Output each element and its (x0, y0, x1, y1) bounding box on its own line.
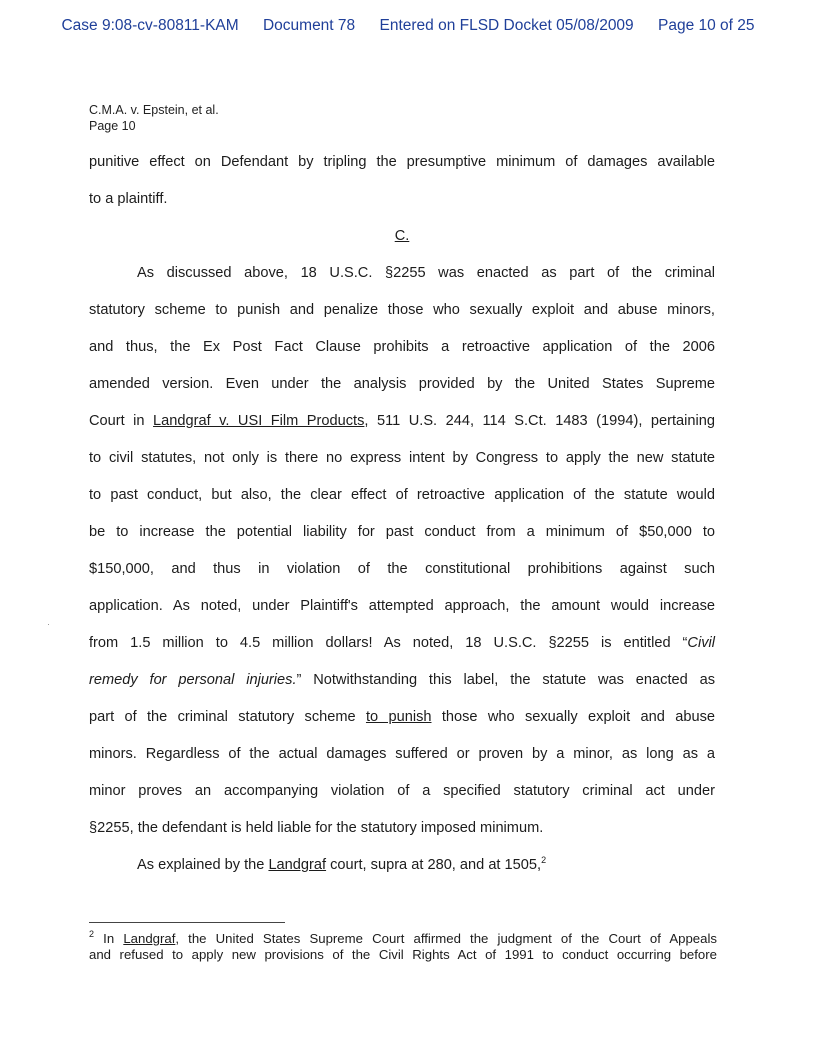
text-run: , 511 U.S. 244, 114 S.Ct. 1483 (1994), pertaining (364, 413, 715, 429)
footnote (89, 931, 717, 963)
body-line: minor proves an accompanying violation of a specified statutory criminal act under (89, 783, 715, 799)
text-run: Court in (89, 413, 154, 429)
text-run: from 1.5 million to 4.5 million dollars! As noted, 18 U.S.C. §2255 is entitled “ (89, 635, 688, 651)
emphasis: to punish (365, 709, 432, 725)
body-line: to civil statutes, not only is there no express intent by Congress to apply the new statute (89, 450, 715, 466)
page-number: Page 10 of 25 (658, 17, 755, 34)
body-line (89, 625, 715, 662)
body-line: As discussed above, 18 U.S.C. §2255 was enacted as part of the criminal (137, 265, 715, 281)
footnote-marker: 2 (89, 929, 95, 939)
caption-page: Page 10 (89, 119, 136, 133)
docket-entry: Entered on FLSD Docket 05/08/2009 (379, 17, 634, 34)
case-number: Case 9:08-cv-80811-KAM (61, 17, 239, 34)
body-line: to past conduct, but also, the clear effect of retroactive application of the statute would (89, 487, 715, 503)
text-run: part of the criminal statutory scheme (89, 709, 366, 725)
body-line: $150,000, and thus in violation of the constitutional prohibitions against such (89, 561, 715, 577)
body-line: minors. Regardless of the actual damages suffered or proven by a minor, as long as a (89, 746, 715, 762)
text-run: As explained by the (137, 857, 269, 873)
section-heading (89, 218, 715, 255)
body-line (89, 662, 715, 699)
body-line: application. As noted, under Plaintiff's attempted approach, the amount would increase (89, 598, 715, 614)
body-line: to a plaintiff. (89, 191, 168, 207)
body-line: §2255, the defendant is held liable for the statutory imposed minimum. (89, 820, 544, 836)
body-line (89, 847, 715, 884)
section-heading-text: C. (394, 228, 410, 244)
text-run: those who sexually exploit and abuse (431, 709, 715, 725)
body-line: statutory scheme to punish and penalize those who sexually exploit and abuse minors, (89, 302, 715, 318)
case-citation: Landgraf (123, 931, 176, 946)
footnote-separator (89, 922, 285, 923)
body-line: amended version. Even under the analysis provided by the United States Supreme (89, 376, 715, 392)
document-number: Document 78 (262, 17, 356, 34)
caption-title: C.M.A. v. Epstein, et al. (89, 103, 219, 117)
body-line (89, 403, 715, 440)
text-run: , the United States Supreme Court affirmed the judgment of the Court of Appeals (175, 931, 717, 946)
statute-title: Civil (687, 635, 715, 651)
statute-title: remedy for personal injuries. (89, 672, 297, 688)
text-run: In (94, 931, 124, 946)
case-citation: Landgraf (268, 857, 327, 873)
body-line: be to increase the potential liability for past conduct from a minimum of $50,000 to (89, 524, 715, 540)
case-citation: Landgraf v. USI Film Products (153, 413, 365, 429)
scan-speck (48, 624, 49, 625)
body-text (89, 144, 715, 884)
text-run: court, supra at 280, and at 1505, (326, 857, 542, 873)
body-line: and thus, the Ex Post Fact Clause prohibits a retroactive application of the 2006 (89, 339, 715, 355)
footnote-line (89, 931, 717, 947)
docket-header (0, 17, 816, 35)
footnote-line: and refused to apply new provisions of the Civil Rights Act of 1991 to conduct occurring before (89, 947, 717, 962)
text-run: ” Notwithstanding this label, the statute was enacted as (296, 672, 715, 688)
case-caption (89, 102, 219, 134)
body-line (89, 699, 715, 736)
body-line: punitive effect on Defendant by tripling the presumptive minimum of damages available (89, 154, 715, 170)
footnote-reference: 2 (541, 855, 547, 865)
